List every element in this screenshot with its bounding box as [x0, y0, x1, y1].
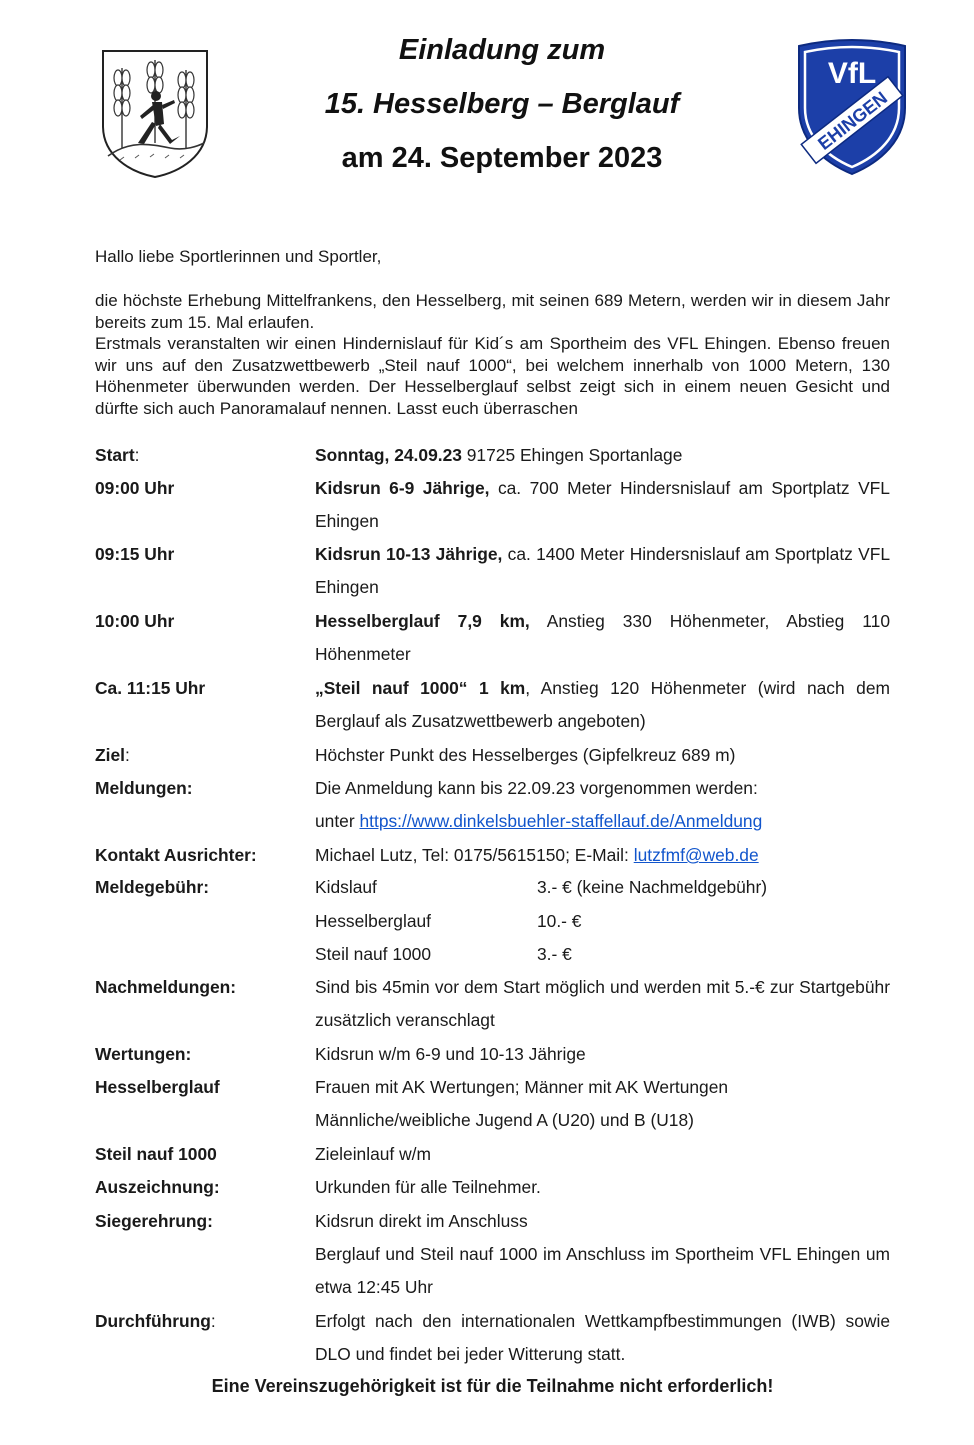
- time-label: 09:00 Uhr: [95, 478, 175, 498]
- kontakt-label: Kontakt Ausrichter:: [95, 845, 257, 865]
- hessel-label: Hesselberglauf: [95, 1077, 220, 1097]
- svg-text:EHINGEN: EHINGEN: [814, 87, 892, 154]
- svg-text:VfL: VfL: [827, 57, 877, 90]
- fee-name: Kidslauf: [315, 877, 377, 897]
- gebuehr-label: Meldegebühr:: [95, 877, 210, 897]
- time-label: Ca. 11:15 Uhr: [95, 678, 206, 698]
- title-line-2: 15. Hesselberg – Berglauf: [324, 88, 680, 120]
- ausz-value: Urkunden für alle Teilnehmer.: [315, 1177, 541, 1197]
- fee-name: Steil nauf 1000: [315, 944, 432, 964]
- greeting-text: Hallo liebe Sportlerinnen und Sportler,: [95, 247, 382, 266]
- title-line-1: Einladung zum: [398, 34, 606, 66]
- meldungen-value: Die Anmeldung kann bis 22.09.23 vorgenommen werden: unter https://www.dinkelsbuehler-staffellauf.de/Anmeldung: [315, 778, 763, 831]
- time-label: 10:00 Uhr: [95, 611, 175, 631]
- event-value: Kidsrun 10-13 Jährige, ca. 1400 Meter Hindersnislauf am Sportplatz VFL Ehingen: [315, 544, 890, 597]
- sieg-value: Kidsrun direkt im Anschluss Berglauf und Steil nauf 1000 im Anschluss im Sportheim VFL Ehingen um etwa 12:45 Uhr: [315, 1211, 890, 1297]
- durch-value: Erfolgt nach den internationalen Wettkampfbestimmungen (IWB) sowie DLO und findet bei jeder Witterung statt.: [315, 1311, 890, 1364]
- event-value: Kidsrun 6-9 Jährige, ca. 700 Meter Hindersnislauf am Sportplatz VFL Ehingen: [315, 478, 890, 531]
- steil-label: Steil nauf 1000: [95, 1144, 217, 1164]
- fee-price: 3.- € (keine Nachmeldgebühr): [537, 877, 768, 897]
- nach-label: Nachmeldungen:: [95, 977, 237, 997]
- meldungen-label: Meldungen:: [95, 778, 193, 798]
- vfl-ehingen-logo-icon: [793, 38, 911, 178]
- fee-name: Hesselberglauf: [315, 911, 432, 931]
- start-label: Start:: [95, 445, 140, 465]
- intro-line-2: Erstmals veranstalten wir einen Hindernislauf für Kid´s am Sportheim des VFL Ehingen. Ebenso freuen wir uns auf den Zusatzwettbewerb „Steil nauf 1000“, bei welchem innerhalb von 1000 Metern, 130 Höhenmeter überwunden werden. Der Hesselberglauf selbst zeigt sich in einem neuen Gesicht und dürfte sich auch Panoramalauf nennen. Lasst euch überraschen: [95, 334, 890, 418]
- ausz-label: Auszeichnung:: [95, 1177, 220, 1197]
- footer-note: Eine Vereinszugehörigkeit ist für die Teilnahme nicht erforderlich!: [211, 1376, 774, 1396]
- email-link[interactable]: lutzfmf@web.de: [633, 845, 759, 865]
- intro-greeting: [95, 246, 890, 268]
- ziel-label: Ziel:: [95, 745, 130, 765]
- nach-value: Sind bis 45min vor dem Start möglich und werden mit 5.-€ zur Startgebühr zusätzlich veranschlagt: [315, 977, 890, 1030]
- durch-label: Durchführung:: [95, 1311, 216, 1331]
- registration-link[interactable]: https://www.dinkelsbuehler-staffellauf.de/Anmeldung: [359, 811, 763, 831]
- steil-value: Zieleinlauf w/m: [315, 1144, 431, 1164]
- coat-of-arms-icon: [100, 48, 210, 180]
- hessel-value: Frauen mit AK Wertungen; Männer mit AK Wertungen Männliche/weibliche Jugend A (U20) und B (U18): [315, 1077, 729, 1130]
- start-value: Sonntag, 24.09.23 91725 Ehingen Sportanlage: [315, 445, 683, 465]
- intro-line-1: die höchste Erhebung Mittelfrankens, den Hesselberg, mit seinen 689 Metern, werden wir in diesem Jahr bereits zum 15. Mal erlaufen.: [95, 291, 890, 332]
- sieg-label: Siegerehrung:: [95, 1211, 213, 1231]
- wert-label: Wertungen:: [95, 1044, 192, 1064]
- event-value: Hesselberglauf 7,9 km, Anstieg 330 Höhenmeter, Abstieg 110 Höhenmeter: [315, 611, 890, 664]
- wert-value: Kidsrun w/m 6-9 und 10-13 Jährige: [315, 1044, 586, 1064]
- kontakt-value: Michael Lutz, Tel: 0175/5615150; E-Mail: lutzfmf@web.de: [315, 845, 759, 865]
- event-value: „Steil nauf 1000“ 1 km, Anstieg 120 Höhenmeter (wird nach dem Berglauf als Zusatzwettbewerb angeboten): [315, 678, 890, 731]
- intro-text: [95, 290, 890, 419]
- title-line-3: am 24. September 2023: [341, 142, 663, 174]
- ziel-value: Höchster Punkt des Hesselberges (Gipfelkreuz 689 m): [315, 745, 736, 765]
- fee-price: 10.- €: [537, 911, 582, 931]
- time-label: 09:15 Uhr: [95, 544, 175, 564]
- fee-price: 3.- €: [537, 944, 572, 964]
